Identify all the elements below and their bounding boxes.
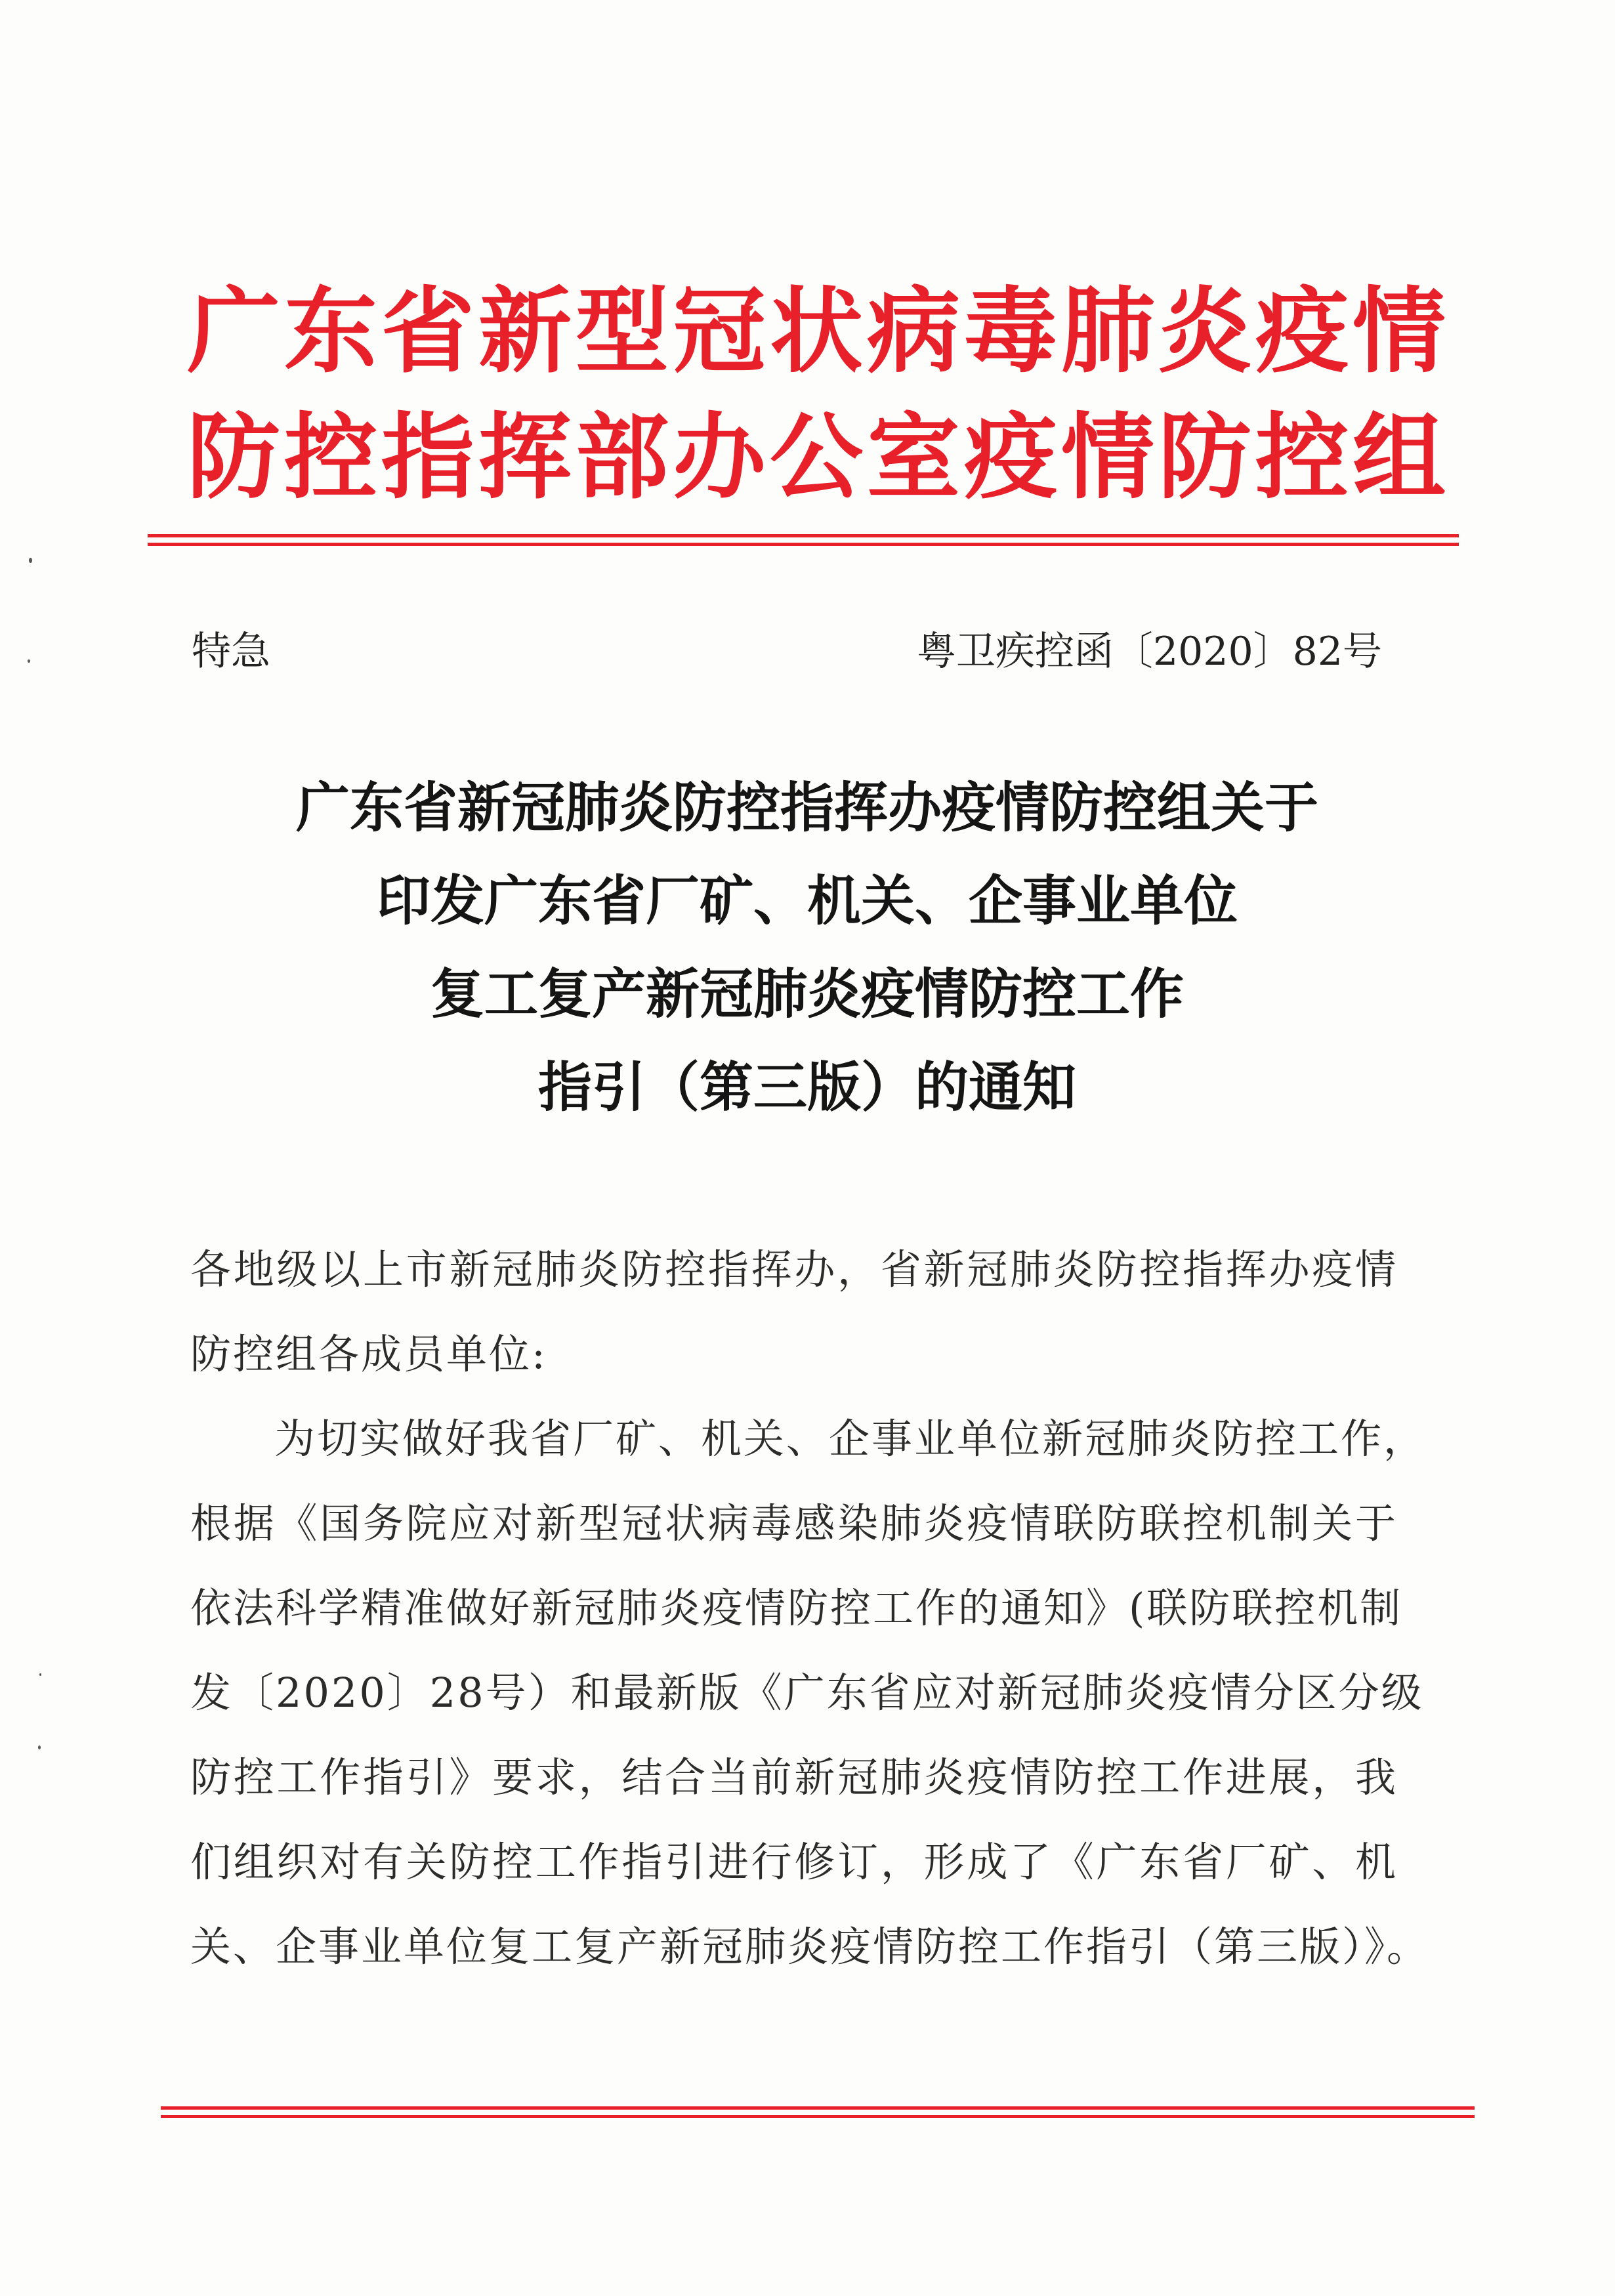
document-number: 粤卫疾控函〔2020〕82号 [916, 629, 1382, 675]
urgency-label: 特急 [192, 629, 270, 675]
paragraph-1-line-1: 为切实做好我省厂矿、机关、企事业单位新冠肺炎防控工作， [274, 1415, 1427, 1463]
paragraph-1-line-6: 们组织对有关防控工作指引进行修订，形成了《广东省厂矿、机 [190, 1838, 1398, 1886]
title-line-4: 指引（第三版）的通知 [537, 1056, 1076, 1119]
scan-speck [28, 659, 30, 663]
issuing-office-header [187, 269, 1450, 521]
paragraph-1-line-7: 关、企事业单位复工复产新冠肺炎疫情防控工作指引（第三版）》。 [190, 1923, 1430, 1971]
scan-speck [38, 1745, 41, 1749]
header-line-1: 广东省新型冠状病毒肺炎疫情 [187, 278, 1450, 386]
document-body [190, 1227, 1430, 1989]
paragraph-1-line-3: 依法科学精准做好新冠肺炎疫情防控工作的通知》(联防联控机制 [190, 1584, 1403, 1632]
title-line-3: 复工复产新冠肺炎疫情防控工作 [430, 963, 1184, 1026]
paragraph-1-line-5: 防控工作指引》要求，结合当前新冠肺炎疫情防控工作进展，我 [190, 1753, 1398, 1801]
title-line-2: 印发广东省厂矿、机关、企事业单位 [376, 869, 1238, 932]
paragraph-1-line-4: 发〔2020〕28号）和最新版《广东省应对新冠肺炎疫情分区分级 [190, 1669, 1424, 1717]
scan-speck [39, 1673, 41, 1676]
recipient-line-2: 防控组各成员单位: [190, 1330, 547, 1378]
document-title [157, 761, 1457, 1134]
header-line-2: 防控指挥部办公室疫情防控组 [187, 404, 1450, 512]
recipient-line-1: 各地级以上市新冠肺炎防控指挥办，省新冠肺炎防控指挥办疫情 [190, 1245, 1398, 1293]
paragraph-1-line-2: 根据《国务院应对新型冠状病毒感染肺炎疫情联防联控机制关于 [190, 1499, 1398, 1547]
footer-divider-rule [161, 2106, 1475, 2118]
title-line-1: 广东省新冠肺炎防控指挥办疫情防控组关于 [295, 776, 1318, 839]
scan-speck [29, 558, 32, 563]
header-divider-rule [148, 534, 1459, 546]
